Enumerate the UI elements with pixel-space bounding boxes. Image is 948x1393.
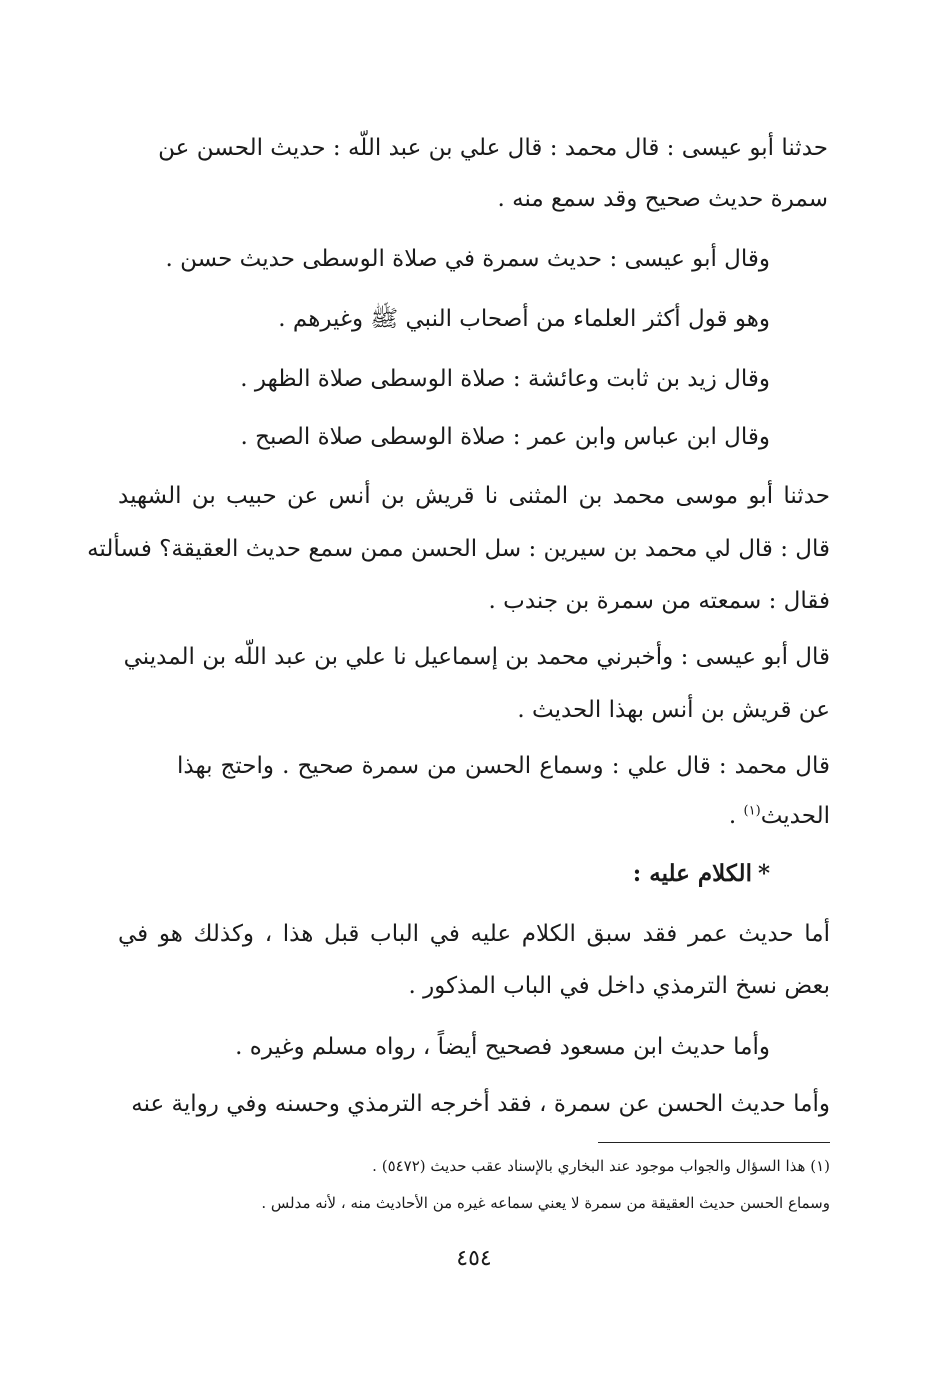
text-line: حدثنا أبو موسى محمد بن المثنى نا قريش بن أنس عن حبيب بن الشهيد [118, 483, 830, 509]
footnote: وسماع الحسن حديث العقيقة من سمرة لا يعني سماعه غيره من الأحاديث منه ، لأنه مدلس . [261, 1194, 830, 1212]
text-line: بعض نسخ الترمذي داخل في الباب المذكور . [408, 973, 830, 999]
text-line: أما حديث عمر فقد سبق الكلام عليه في الباب قبل هذا ، وكذلك هو في [118, 921, 830, 947]
text-line: وقال ابن عباس وابن عمر : صلاة الوسطى صلاة الصبح . [240, 424, 770, 450]
text-line: قال محمد : قال علي : وسماع الحسن من سمرة صحيح . واحتج بهذا [177, 753, 830, 779]
asterisk-icon: * [757, 860, 770, 887]
text-line-with-footnote [729, 800, 830, 832]
text-line: سمرة حديث صحيح وقد سمع منه . [497, 186, 828, 212]
last-line-text: الحديث [760, 803, 830, 829]
last-line-end: . [728, 803, 744, 829]
footnote-ref: (١) [743, 803, 761, 819]
footnote-divider [598, 1142, 830, 1143]
text-line: حدثنا أبو عيسى : قال محمد : قال علي بن عبد اللّه : حديث الحسن عن [158, 135, 828, 161]
section-heading [633, 858, 770, 890]
footnote: (١) هذا السؤال والجواب موجود عند البخاري بالإسناد عقب حديث (٥٤٧٢) . [372, 1157, 830, 1175]
text-line: فقال : سمعته من سمرة بن جندب . [488, 588, 830, 614]
text-line: وقال أبو عيسى : حديث سمرة في صلاة الوسطى حديث حسن . [165, 246, 770, 272]
page-number: ٤٥٤ [456, 1246, 492, 1271]
text-line: قال أبو عيسى : وأخبرني محمد بن إسماعيل نا علي بن عبد اللّه بن المديني [123, 644, 830, 670]
text-line: وقال زيد بن ثابت وعائشة : صلاة الوسطى صلاة الظهر . [240, 366, 770, 392]
heading-text: الكلام عليه : [632, 860, 752, 887]
text-line: وهو قول أكثر العلماء من أصحاب النبي ﷺ وغيرهم . [278, 306, 770, 332]
text-line: وأما حديث ابن مسعود فصحيح أيضاً ، رواه مسلم وغيره . [235, 1034, 770, 1060]
text-line: عن قريش بن أنس بهذا الحديث . [517, 697, 830, 723]
text-line: وأما حديث الحسن عن سمرة ، فقد أخرجه الترمذي وحسنه وفي رواية عنه [131, 1091, 830, 1117]
text-line: قال : قال لي محمد بن سيرين : سل الحسن ممن سمع حديث العقيقة؟ فسألته [87, 536, 830, 562]
